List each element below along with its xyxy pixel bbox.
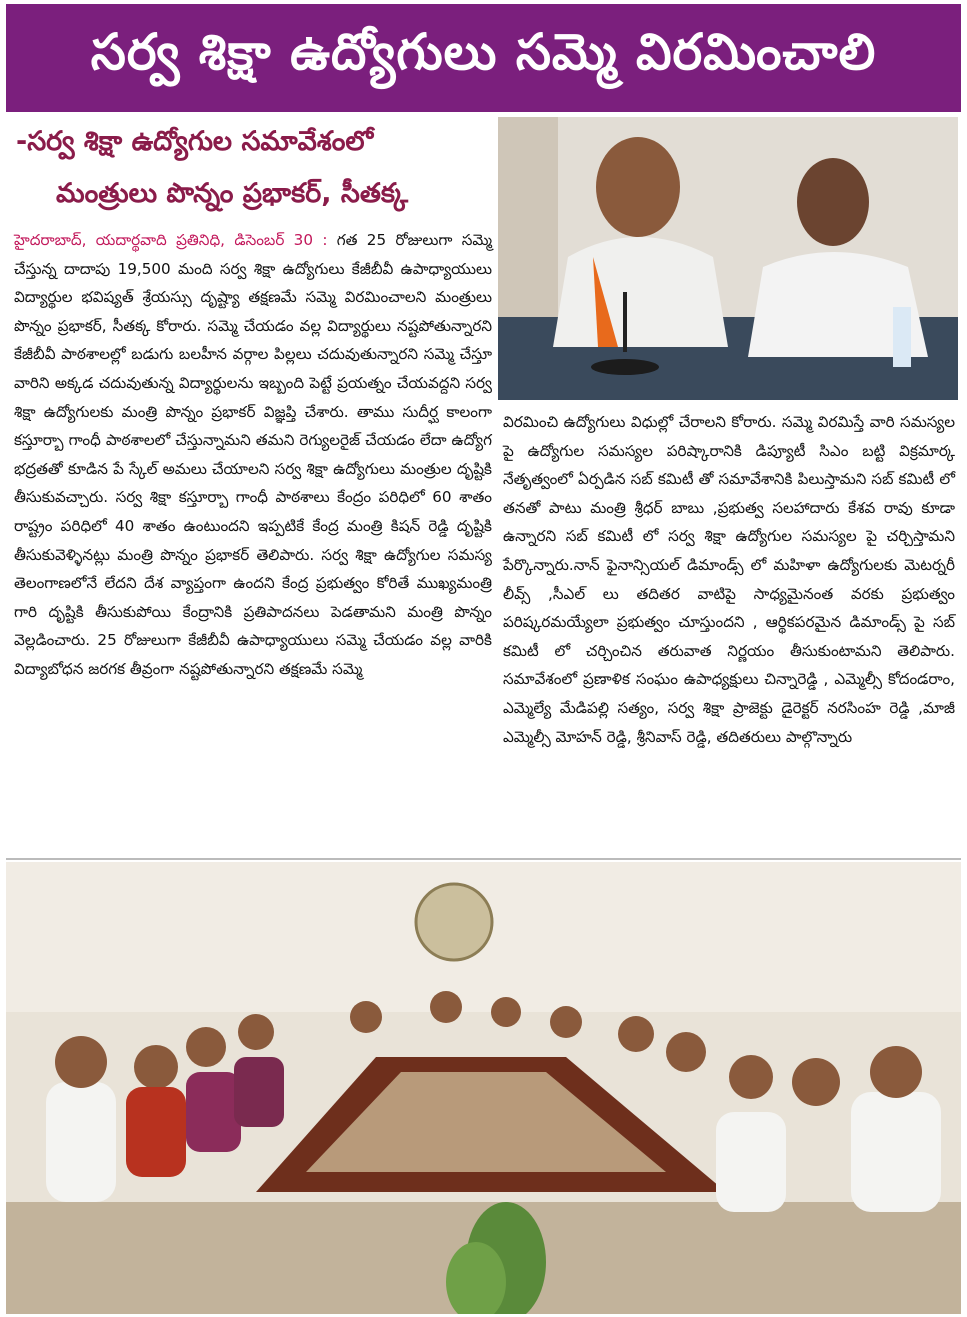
article-text-right: విరమించి ఉద్యోగులు విధుల్లో చేరాలని కోరారు. సమ్మె విరమిస్తే వారి సమస్యల పై ఉద్యోగుల సమస్యల పరిష్కారానికి డిప్యూటీ సిఎం బట్టి విక్రమార్క నేతృత్వంలో ఏర్పడిన సబ్ కమిటీ తో సమావేశానికి పిలుస్తామని సబ్ కమిటీ లో తనతో పాటు మంత్రి శ్రీధర్ బాబు ,ప్రభుత్వ సలహాదారు కేశవ రావు కూడా ఉన్నారని సబ్ కమిటీ లో సర్వ శిక్షా ఉద్యోగుల సమస్యల పై చర్చిస్తామని పేర్కొన్నారు.నాన్ ఫైనాన్సియల్ డిమాండ్స్ లో మహిళా ఉద్యోగులకు మెటర్నరీ లీవ్స్ ,సీఎల్ లు తదితర వాటిపై సాధ్యమైనంత వరకు ప్రభుత్వం పరిష్కరమయ్యేలా ప్రభుత్వం చూస్తుందని , ఆర్థికపరమైన డిమాండ్స్ పై సబ్ కమిటీ లో చర్చించిన తరువాత నిర్ణయం తీసుకుంటామని తెలిపారు. సమావేశంలో ప్రణాళిక సంఘం ఉపాధ్యక్షులు చిన్నారెడ్డి , ఎమ్మెల్సీ కోదండరాం, ఎమ్మెల్యే మేడిపల్లి సత్యం, సర్వ శిక్షా ప్రాజెక్టు డైరెక్టర్ నరసింహ రెడ్డి ,మాజీ ఎమ్మెల్సీ మోహన్ రెడ్డి, శ్రీనివాస్ రెడ్డి, తదితరులు పాల్గొన్నారు	[503, 413, 955, 746]
subheadline-line-2: మంత్రులు పొన్నం ప్రభాకర్, సీతక్క	[56, 178, 408, 209]
article-text-left: గత 25 రోజులుగా సమ్మె చేస్తున్న దాదాపు 19,500 మంది సర్వ శిక్షా ఉద్యోగులు కేజీబీవీ ఉపాధ్యాయులు విద్యార్థుల భవిష్యత్ శ్రేయస్సు దృష్ట్యా తక్షణమే సమ్మె విరమించాలని మంత్రులు పొన్నం ప్రభాకర్, సీతక్క కోరారు. సమ్మె చేయడం వల్ల విద్యార్థులు నష్టపోతున్నారని కేజీబీవీ పాఠశాలల్లో బడుగు బలహీన వర్గాల పిల్లలు చదువుతున్నారని సమ్మె చేస్తూ వారిని అక్కడ చదువుతున్న విద్యార్థులను ఇబ్బంది పెట్టే ప్రయత్నం చేయవద్దని సర్వ శిక్షా ఉద్యోగులకు మంత్రి పొన్నం ప్రభాకర్ విజ్ఞప్తి చేశారు. తాము సుదీర్ఘ కాలంగా కస్తూర్బా గాంధీ పాఠశాలలో చేస్తున్నామని తమని రెగ్యులరైజ్ చేయడం లేదా ఉద్యోగ భద్రతతో కూడిన పే స్కేల్ అమలు చేయాలని సర్వ శిక్షా ఉద్యోగులు మంత్రుల దృష్టికి తీసుకువచ్చారు. సర్వ శిక్షా కస్తూర్బా గాంధీ పాఠశాలు కేంద్రం పరిధిలో 60 శాతం రాష్ట్రం పరిధిలో 40 శాతం ఉంటుందని ఇప్పటికే కేంద్ర మంత్రి కిషన్ రెడ్డి దృష్టికి తీసుకువెళ్ళినట్లు మంత్రి పొన్నం ప్రభాకర్ తెలిపారు. సర్వ శిక్షా ఉద్యోగుల సమస్య తెలంగాణలోనే లేదని దేశ వ్యాప్తంగా ఉందని కేంద్ర ప్రభుత్వం కోరితే ముఖ్యమంత్రి గారి దృష్టికి తీసుకుపోయి కేంద్రానికి ప్రతిపాదనలు పెడతామని మంత్రి పొన్నం వెల్లడించారు. 25 రోజులుగా కేజీబీవీ ఉపాధ్యాయులు సమ్మె చేయడం వల్ల వారికి విద్యాబోధన జరగక తీవ్రంగా నష్టపోతున్నారని తక్షణమే సమ్మె	[14, 231, 493, 678]
ministers-photo-illustration	[498, 117, 958, 400]
article-column-left	[14, 226, 492, 684]
headline: సర్వ శిక్షా ఉద్యోగులు సమ్మె విరమించాలి	[90, 22, 877, 81]
meeting-photo-illustration	[6, 862, 961, 1314]
article-column-right	[503, 408, 955, 751]
subheadline-line-1: -సర్వ శిక్షా ఉద్యోగుల సమావేశంలో	[16, 126, 374, 157]
meeting-photo	[6, 862, 961, 1314]
divider	[6, 858, 961, 860]
ministers-photo	[498, 117, 958, 400]
headline-banner	[6, 4, 961, 112]
dateline: హైదరాబాద్, యదార్థవాది ప్రతినిధి, డిసెంబర్ 30 :	[14, 231, 328, 249]
